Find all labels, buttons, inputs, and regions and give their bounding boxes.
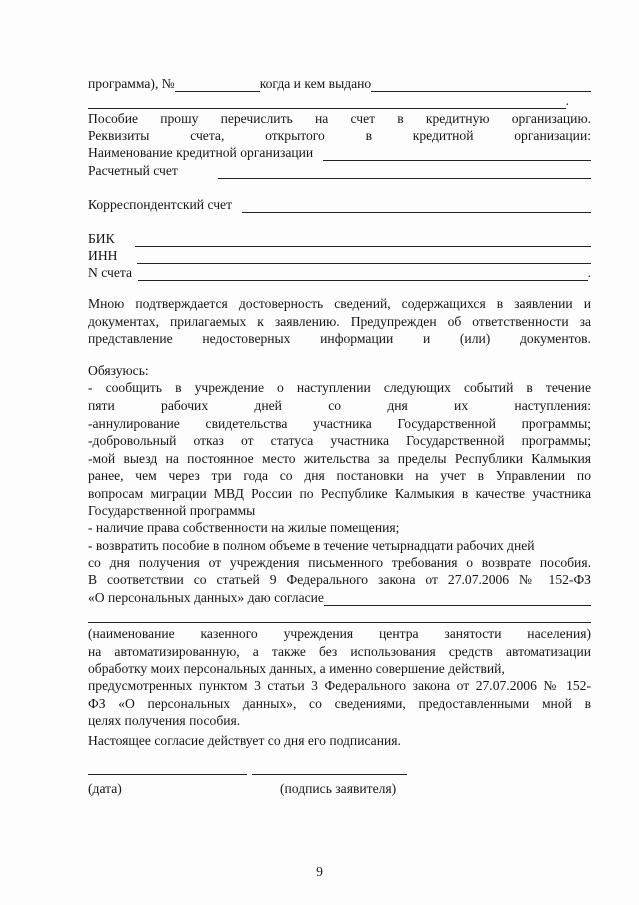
- account-number-label: N счета: [88, 265, 132, 280]
- date-caption: (дата): [88, 781, 122, 796]
- consent-text: целях получения пособия.: [88, 713, 241, 728]
- consent-text: на автоматизированную, а также без использования средств автоматизации: [88, 644, 591, 659]
- obligation-text: вопросам миграции МВД России по Республике Калмыкия в качестве участника: [88, 486, 591, 501]
- line-end-period: .: [565, 93, 569, 108]
- bik-line: [88, 231, 591, 247]
- signature-field[interactable]: [252, 774, 407, 775]
- bank-name-field[interactable]: [323, 148, 591, 161]
- obligation-text: - возвратить пособие в полном объеме в течение четырнадцати рабочих дней: [88, 538, 535, 553]
- obligation-text: -аннулирование свидетельства участника Государственной программы;: [88, 416, 591, 431]
- correspondent-account-field[interactable]: [242, 200, 591, 213]
- consent-text: предусмотренных пунктом 3 статьи 3 Федерального закона от 27.07.2006 № 152-: [88, 678, 591, 693]
- obligation-text: - наличие права собственности на жилые помещения;: [88, 520, 400, 535]
- obligation-text: со дня получения от учреждения письменного требования о возврате пособия.: [88, 555, 591, 570]
- confirmation-text: Мною подтверждается достоверность сведений, содержащихся в заявлении и: [88, 296, 591, 311]
- line-end-period: .: [587, 265, 591, 280]
- obligation-text: ранее, чем через три года со дня постановки на учет в Управлении по: [88, 468, 591, 483]
- obligation-text: -добровольный отказ от статуса участника Государственной программы;: [88, 433, 591, 448]
- settlement-account-line: [88, 163, 591, 179]
- bank-name-line: [88, 145, 591, 161]
- transfer-request-text: Пособие прошу перечислить на счет в кредитную организацию.: [88, 111, 591, 126]
- account-requisites-heading: Реквизиты счета, открытого в кредитной организации:: [88, 128, 591, 143]
- institution-name-continuation-line: [88, 610, 591, 623]
- inn-field[interactable]: [137, 251, 591, 264]
- account-number-line: [88, 265, 591, 281]
- consent-text: В соответствии со статьей 9 Федерального закона от 27.07.2006 № 152-ФЗ: [88, 572, 591, 587]
- institution-name-field[interactable]: [324, 593, 591, 606]
- obligation-text: -мой выезд на постоянное место жительства за пределы Республики Калмыкия: [88, 451, 591, 466]
- document-number-field[interactable]: [175, 79, 260, 92]
- consent-text: обработку моих персональных данных, а именно совершение действий,: [88, 661, 505, 676]
- consent-text: ФЗ «О персональных данных», со сведениями, предоставленными мной в: [88, 696, 591, 711]
- program-number-label: программа), №: [88, 76, 175, 91]
- inn-line: [88, 248, 591, 264]
- correspondent-account-label: Корреспондентский счет: [88, 197, 233, 212]
- signature-caption: (подпись заявителя): [280, 781, 397, 796]
- institution-name-field-continued[interactable]: [88, 610, 591, 623]
- consent-validity-text: Настоящее согласие действует со дня его подписания.: [88, 733, 401, 748]
- page-number: 9: [316, 864, 323, 879]
- correspondent-account-line: [88, 197, 591, 213]
- account-number-field[interactable]: [138, 268, 588, 281]
- settlement-account-field[interactable]: [218, 166, 591, 179]
- issued-by-continuation-line: [88, 93, 591, 109]
- date-field[interactable]: [88, 774, 247, 775]
- obligations-heading: Обязуюсь:: [88, 363, 149, 378]
- consent-line: [88, 590, 591, 606]
- issued-by-field[interactable]: [371, 79, 591, 92]
- passport-line: [88, 76, 591, 92]
- obligation-text: Государственной программы: [88, 503, 256, 518]
- bank-name-label: Наименование кредитной организации: [88, 145, 314, 160]
- issued-by-field-continued[interactable]: [88, 96, 566, 109]
- bik-field[interactable]: [135, 234, 591, 247]
- issued-by-label: когда и кем выдано: [259, 76, 372, 91]
- settlement-account-label: Расчетный счет: [88, 163, 178, 178]
- obligation-text: - сообщить в учреждение о наступлении следующих событий в течение: [88, 380, 591, 395]
- inn-label: ИНН: [88, 248, 118, 263]
- confirmation-text: представление недостоверных информации и (или) документов.: [88, 331, 591, 346]
- institution-name-caption: (наименование казенного учреждения центра занятости населения): [88, 626, 591, 641]
- confirmation-text: документах, прилагаемых к заявлению. Предупрежден об ответственности за: [88, 314, 591, 329]
- consent-label: «О персональных данных» даю согласие: [88, 590, 324, 605]
- bik-label: БИК: [88, 231, 115, 246]
- obligation-text: пяти рабочих дней со дня их наступления:: [88, 398, 591, 413]
